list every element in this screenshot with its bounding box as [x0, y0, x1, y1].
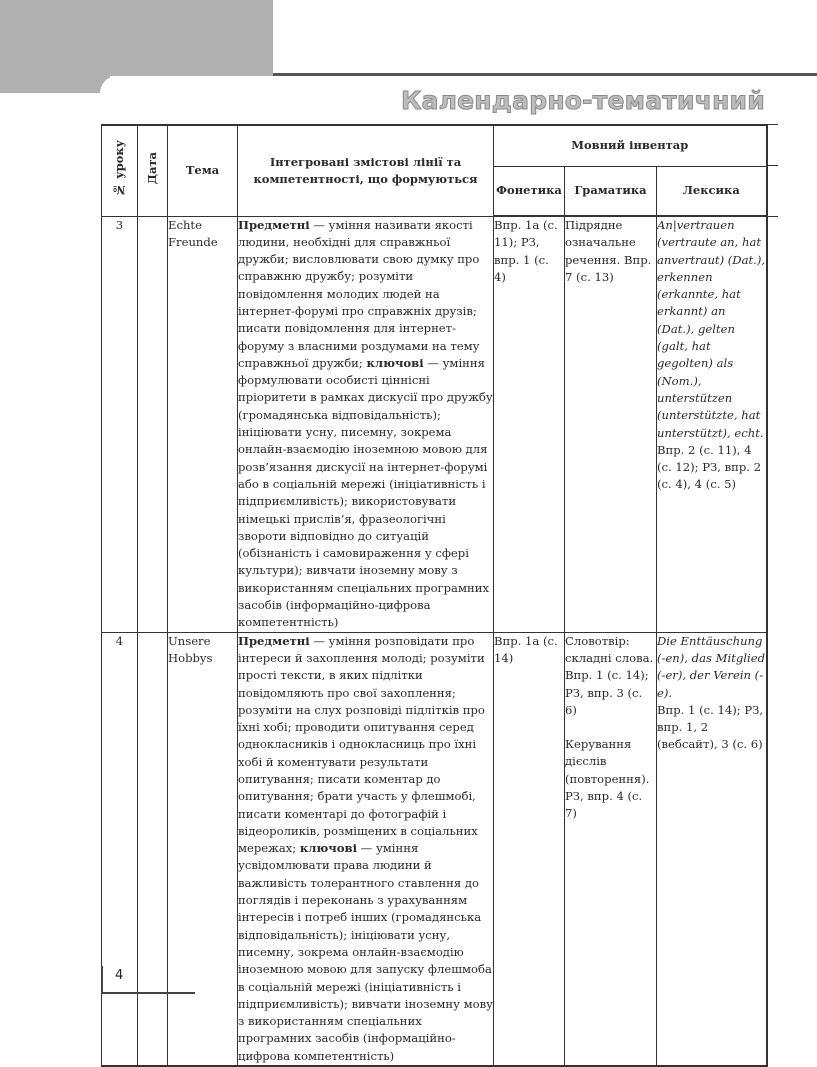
phonetics-cell: Впр. 1а (с. 11); РЗ, впр. 1 (с. 4) [494, 216, 565, 632]
vocabulary-refs: Впр. 2 (с. 11), 4 (с. 12); РЗ, впр. 2 (с. 4), 4 (с. 5) [657, 442, 762, 492]
table-continuation-line [766, 124, 778, 125]
vocabulary-cell [657, 216, 767, 632]
header-phonetics: Фонетика [494, 166, 565, 216]
page-title: Календарно-тематичний [400, 86, 765, 115]
lesson-date [138, 216, 168, 632]
header-integrated: Інтегровані змістові лінії та компетентності, що формуються [238, 125, 494, 216]
header-grammar: Граматика [565, 166, 657, 216]
subject-label: Предметні [238, 633, 310, 648]
integrated-lines [238, 632, 494, 1066]
table-continuation-line [766, 216, 778, 217]
grammar-cell [565, 216, 657, 632]
table-row [102, 216, 767, 632]
header-date-label: Дата [145, 152, 159, 185]
vocabulary-words: An|vertrauen (vertraute an, hat anvertraut) (Dat.), erkennen (erkannte, hat erkannt) an (Dat.), gelten (galt, hat gegolten) als (Nom.), unterstützen (unterstützte, hat unterstützt), echt. [657, 218, 766, 440]
header-rule [273, 73, 817, 76]
grammar-item: Підрядне означальне речення. Впр. 7 (с. 13) [565, 218, 652, 284]
header-date [138, 125, 168, 216]
lesson-number: 4 [102, 632, 138, 1066]
corner-tab-decoration [0, 0, 273, 76]
calendar-plan-table [101, 124, 768, 1067]
subject-text: — уміння називати якості людини, необхідні для справжньої дружби; висловлювати свою думку про справжню дружбу; розуміти повідомлення молодих людей на інтернет-форумі про справжніх друзів; писати повідомлення для інтернет-форуму з власними роздумами на тему справжньої дружби; [238, 217, 480, 370]
corner-tab-decoration-lower [0, 76, 110, 93]
header-lesson-no-label: № уроку [112, 139, 126, 197]
key-text: — уміння усвідомлювати права людини й важливість толерантного ставлення до поглядів і переконань з урахуванням інтересів і потреб інших (громадянська відповідальність); ініціювати усну, писемну, зокрема онлайн-взаємодію іноземною мовою для запуску флешмоба в соціальній мережі (ініціативність і підприємливість); вивчати іноземну мову з використанням спеціальних програмних засобів (інформаційно-цифрова компетентність) [238, 841, 494, 1063]
vocabulary-refs: Впр. 1 (с. 14); РЗ, впр. 1, 2 (вебсайт), 3 (с. 6) [657, 702, 764, 752]
lesson-topic: Unsere Hobbys [168, 632, 238, 1066]
vocabulary-words: Die Enttäuschung (-en), das Mitglied (-er), der Verein (-e). [657, 633, 765, 700]
key-label: ключові [366, 355, 424, 370]
lesson-topic: Echte Freunde [168, 216, 238, 632]
lesson-date [138, 632, 168, 1066]
vocabulary-cell [657, 632, 767, 1066]
grammar-item: Словотвір: складні слова. Впр. 1 (с. 14); РЗ, впр. 3 (с. 6) [565, 633, 654, 717]
header-lesson-no [102, 125, 138, 216]
lesson-number: 3 [102, 216, 138, 632]
key-text: — уміння формулювати особисті ціннісні пріоритети в рамках дискусії про дружбу (громадянська відповідальність); ініціювати усну, писемну, зокрема онлайн-взаємодію іноземною мовою для розв’язання дискусії на інтернет-форумі або в соціальній мережі (ініціативність і підприємливість); використовувати німецькі прислів’я, фразеологічні звороти відповідно до ситуацій (обізнаність і самовираження у сфері культури); вивчати іноземну мову з використанням спеціальних програмних засобів (інформаційно-цифрова компетентність) [238, 355, 493, 630]
phonetics-cell: Впр. 1а (с. 14) [494, 632, 565, 1066]
key-label: ключові [299, 841, 357, 856]
integrated-lines [238, 216, 494, 632]
table-continuation-line [766, 165, 778, 166]
header-language-inventory: Мовний інвентар [494, 125, 767, 166]
grammar-cell [565, 632, 657, 1066]
grammar-item: Керування дієслів (повторення). РЗ, впр. 4 (с. 7) [565, 737, 650, 821]
subject-label: Предметні [238, 217, 310, 232]
header-topic: Тема [168, 125, 238, 216]
page-number: 4 [115, 968, 124, 983]
header-vocabulary: Лексика [657, 166, 767, 216]
table-row [102, 632, 767, 1066]
subject-text: — уміння розповідати про інтереси й захоплення молоді; розуміти прості тексти, в яких підлітки повідомляють про свої захоплення; розуміти на слух розповіді підлітків про їхні хобі; проводити опитування серед однокласників і однокласниць про їхні хобі й коментувати результати опитування; писати коментар до опитування; брати участь у флешмобі, писати коментарі до фотографій і відеороликів, розміщених в соціальних мережах; [238, 633, 485, 856]
